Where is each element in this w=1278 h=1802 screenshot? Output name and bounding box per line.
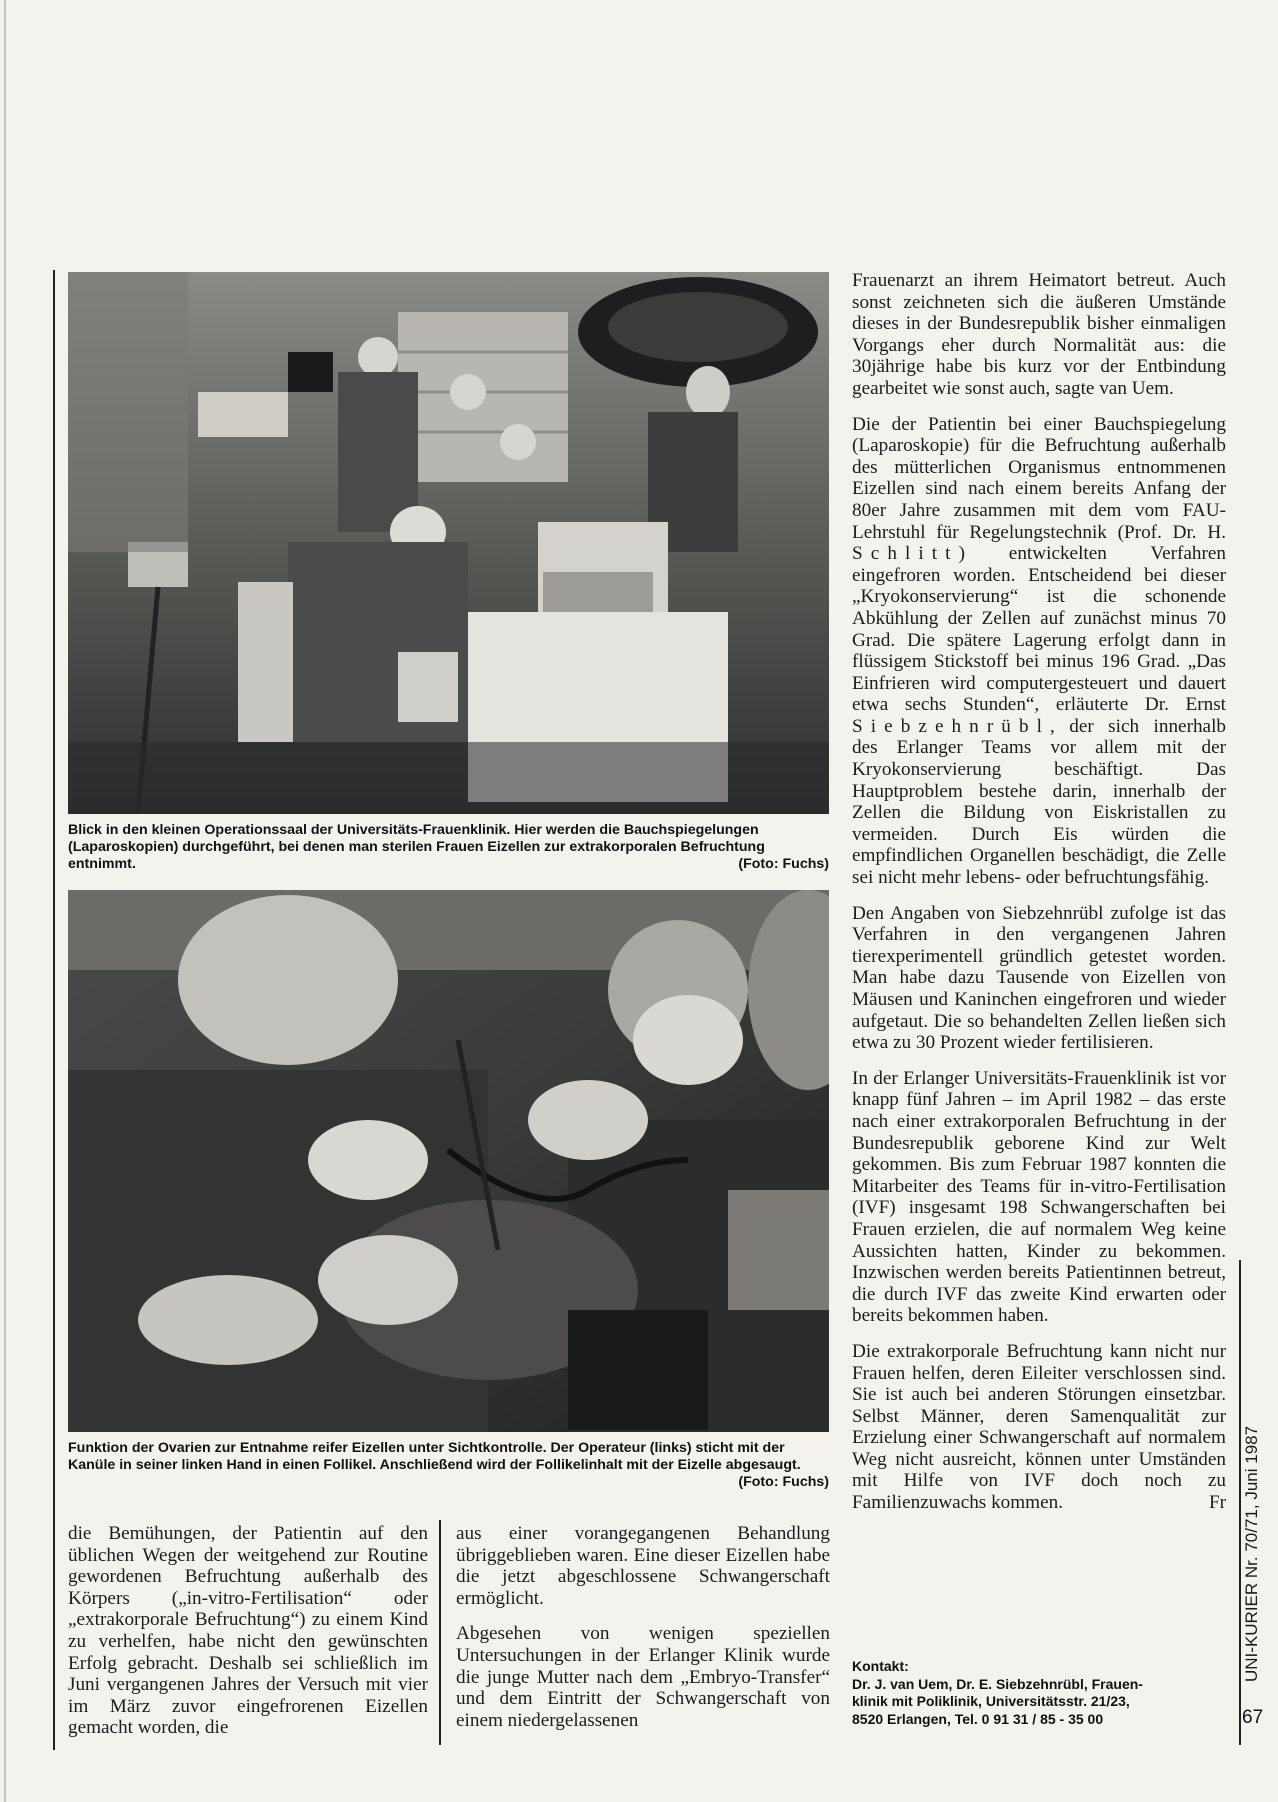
operating-room-caption (68, 822, 829, 873)
contact-line-2: klinik mit Poliklinik, Universitätsstr. 21/23, (852, 1693, 1130, 1709)
name-schlitt: Schlitt (852, 543, 959, 565)
body-text-column-2 (456, 1523, 830, 1745)
col3-p5-text: Die extrakorporale Befruchtung kann nicht nur Frauen helfen, deren Eileiter verschlossen sind. Sie ist auch bei anderen Störungen einsetzbar. Selbst Männer, deren Samenqualität zur Erzielung einer Schwangerschaft auf normalem Weg nicht ausreicht, können unter Umständen mit Hilfe von IVF doch noch zu Familienzuwachs kommen. (852, 1340, 1226, 1514)
operating-room-photo (68, 272, 829, 814)
contact-line-1: Dr. J. van Uem, Dr. E. Siebzehnrübl, Frauen- (852, 1675, 1143, 1692)
operating-room-caption-text: Blick in den kleinen Operationssaal der Universitäts-Frauenklinik. Hier werden die Bauchspiegelungen (Laparoskopien) durchgeführt, bei denen man sterilen Frauen Eizellen zur extrakorporalen Befruchtung entnimmt. (68, 822, 765, 872)
page-number: 67 (1242, 1707, 1264, 1728)
publication-side-label: UNI-KURIER Nr. 70/71, Juni 1987 (1242, 1425, 1261, 1682)
col2-paragraph-1: aus einer vorangegangenen Behandlung übriggeblieben waren. Eine dieser Eizellen habe die jetzt abgeschlossene Schwangerschaft ermöglicht. (456, 1523, 830, 1609)
operating-room-photo-credit: (Foto: Fuchs) (738, 856, 829, 872)
column-rule-middle (439, 1520, 441, 1745)
surgery-caption-text: Funktion der Ovarien zur Entnahme reifer Eizellen unter Sichtkontrolle. Der Operateur (links) sticht mit der Kanüle in seiner linken Hand in einen Follikel. Anschließend wird der Follikelinhalt mit der Eizelle abgesaugt. (68, 1440, 801, 1473)
contact-info (852, 1658, 1232, 1728)
author-signature: Fr (1208, 1492, 1226, 1514)
col3-p2-part-b: ) entwickelten Verfahren eingefroren worden. Entscheidend bei dieser „Kryokonservierung“ ist die schonende Abkühlung der Zellen auf zunächst minus 70 Grad. Die spätere Lagerung erfolgt dann in flüssigem Stickstoff bei minus 196 Grad. „Das Einfrieren wird computergesteuert und dauert etwa sechs Stunden“, erläuterte Dr. Ernst (852, 543, 1226, 716)
col1-paragraph-1: die Bemühungen, der Patientin auf den üblichen Wegen der weitgehend zur Routine gewordenen Befruchtung außerhalb des Körpers („in-vitro-Fertilisation“ oder „extrakorporale Befruchtung“) zu einem Kind zu verhelfen, habe nicht den gewünschten Erfolg gebracht. Deshalb sei schließlich im Juni vergangenen Jahres der Versuch mit vier im März zuvor eingefrorenen Eizellen gemacht worden, die (68, 1523, 428, 1739)
column-rule-left (53, 270, 55, 1750)
contact-label: Kontakt: (852, 1658, 909, 1674)
col3-paragraph-3: Den Angaben von Siebzehnrübl zufolge ist das Verfahren in den vergangenen Jahren tierexperimentell gründlich getestet worden. Man habe dazu Tausende von Eizellen von Mäusen und Kaninchen eingefroren und wieder aufgetaut. Die so behandelten Zellen ließen sich etwa zu 30 Prozent wieder fertilisieren. (852, 902, 1226, 1054)
contact-line-3: 8520 Erlangen, Tel. 0 91 31 / 85 - 35 00 (852, 1710, 1104, 1727)
col3-paragraph-1: Frauenarzt an ihrem Heimatort betreut. Auch sonst zeichneten sich die äußeren Umstände dieses in der Bundesrepublik bisher einmaligen Vorgangs eher durch Normalität aus: die 30jährige habe bis kurz vor der Entbindung gearbeitet wie sonst auch, sagte van Uem. (852, 270, 1226, 399)
surgery-photo-credit: (Foto: Fuchs) (738, 1474, 829, 1490)
body-text-column-3 (852, 270, 1226, 1528)
body-text-column-1 (68, 1523, 428, 1753)
col3-paragraph-5 (852, 1341, 1226, 1514)
col3-p2-part-a: Die der Patientin bei einer Bauchspiegelung (Laparoskopie) für die Befruchtung außerhalb des mütterlichen Organismus entnommenen Eizellen sind nach einem bereits Anfang der 80er Jahre zusammen mit dem vom FAU-Lehrstuhl für Regelungstechnik (Prof. Dr. H. (852, 413, 1226, 543)
surgery-caption (68, 1440, 829, 1491)
col3-p2-part-c: , der sich innerhalb des Erlanger Teams vor allem mit der Kryokonservierung beschäftigt. Das Hauptproblem bestehe darin, innerhalb der Zellen die Bildung von Eiskristallen zu vermeiden. Durch Eis würden die empfindlichen Organellen beschädigt, die Zelle sei nicht mehr lebens- oder befruchtungsfähig. (852, 715, 1226, 889)
surgery-photo (68, 890, 829, 1432)
col3-paragraph-2 (852, 414, 1226, 889)
col2-paragraph-2: Abgesehen von wenigen speziellen Untersuchungen in der Erlanger Klinik wurde die junge Mutter nach dem „Embryo-Transfer“ und dem Eintritt der Schwangerschaft von einem niedergelassenen (456, 1623, 830, 1731)
col3-paragraph-4: In der Erlanger Universitäts-Frauenklinik ist vor knapp fünf Jahren – im April 1982 – das erste nach einer extrakorporalen Befruchtung in der Bundesrepublik geborene Kind zur Welt gekommen. Bis zum Februar 1987 konnten die Mitarbeiter des Teams für in-vitro-Fertilisation (IVF) insgesamt 198 Schwangerschaften bei Frauen erzielen, die auf normalem Weg keine Aussichten hatten, Kinder zu bekommen. Inzwischen werden bereits Patientinnen betreut, die durch IVF das zweite Kind erwarten oder bereits bekommen haben. (852, 1067, 1226, 1327)
name-siebzehnruebl: Siebzehnrübl (852, 715, 1051, 737)
page-edge-rule (4, 0, 6, 1802)
